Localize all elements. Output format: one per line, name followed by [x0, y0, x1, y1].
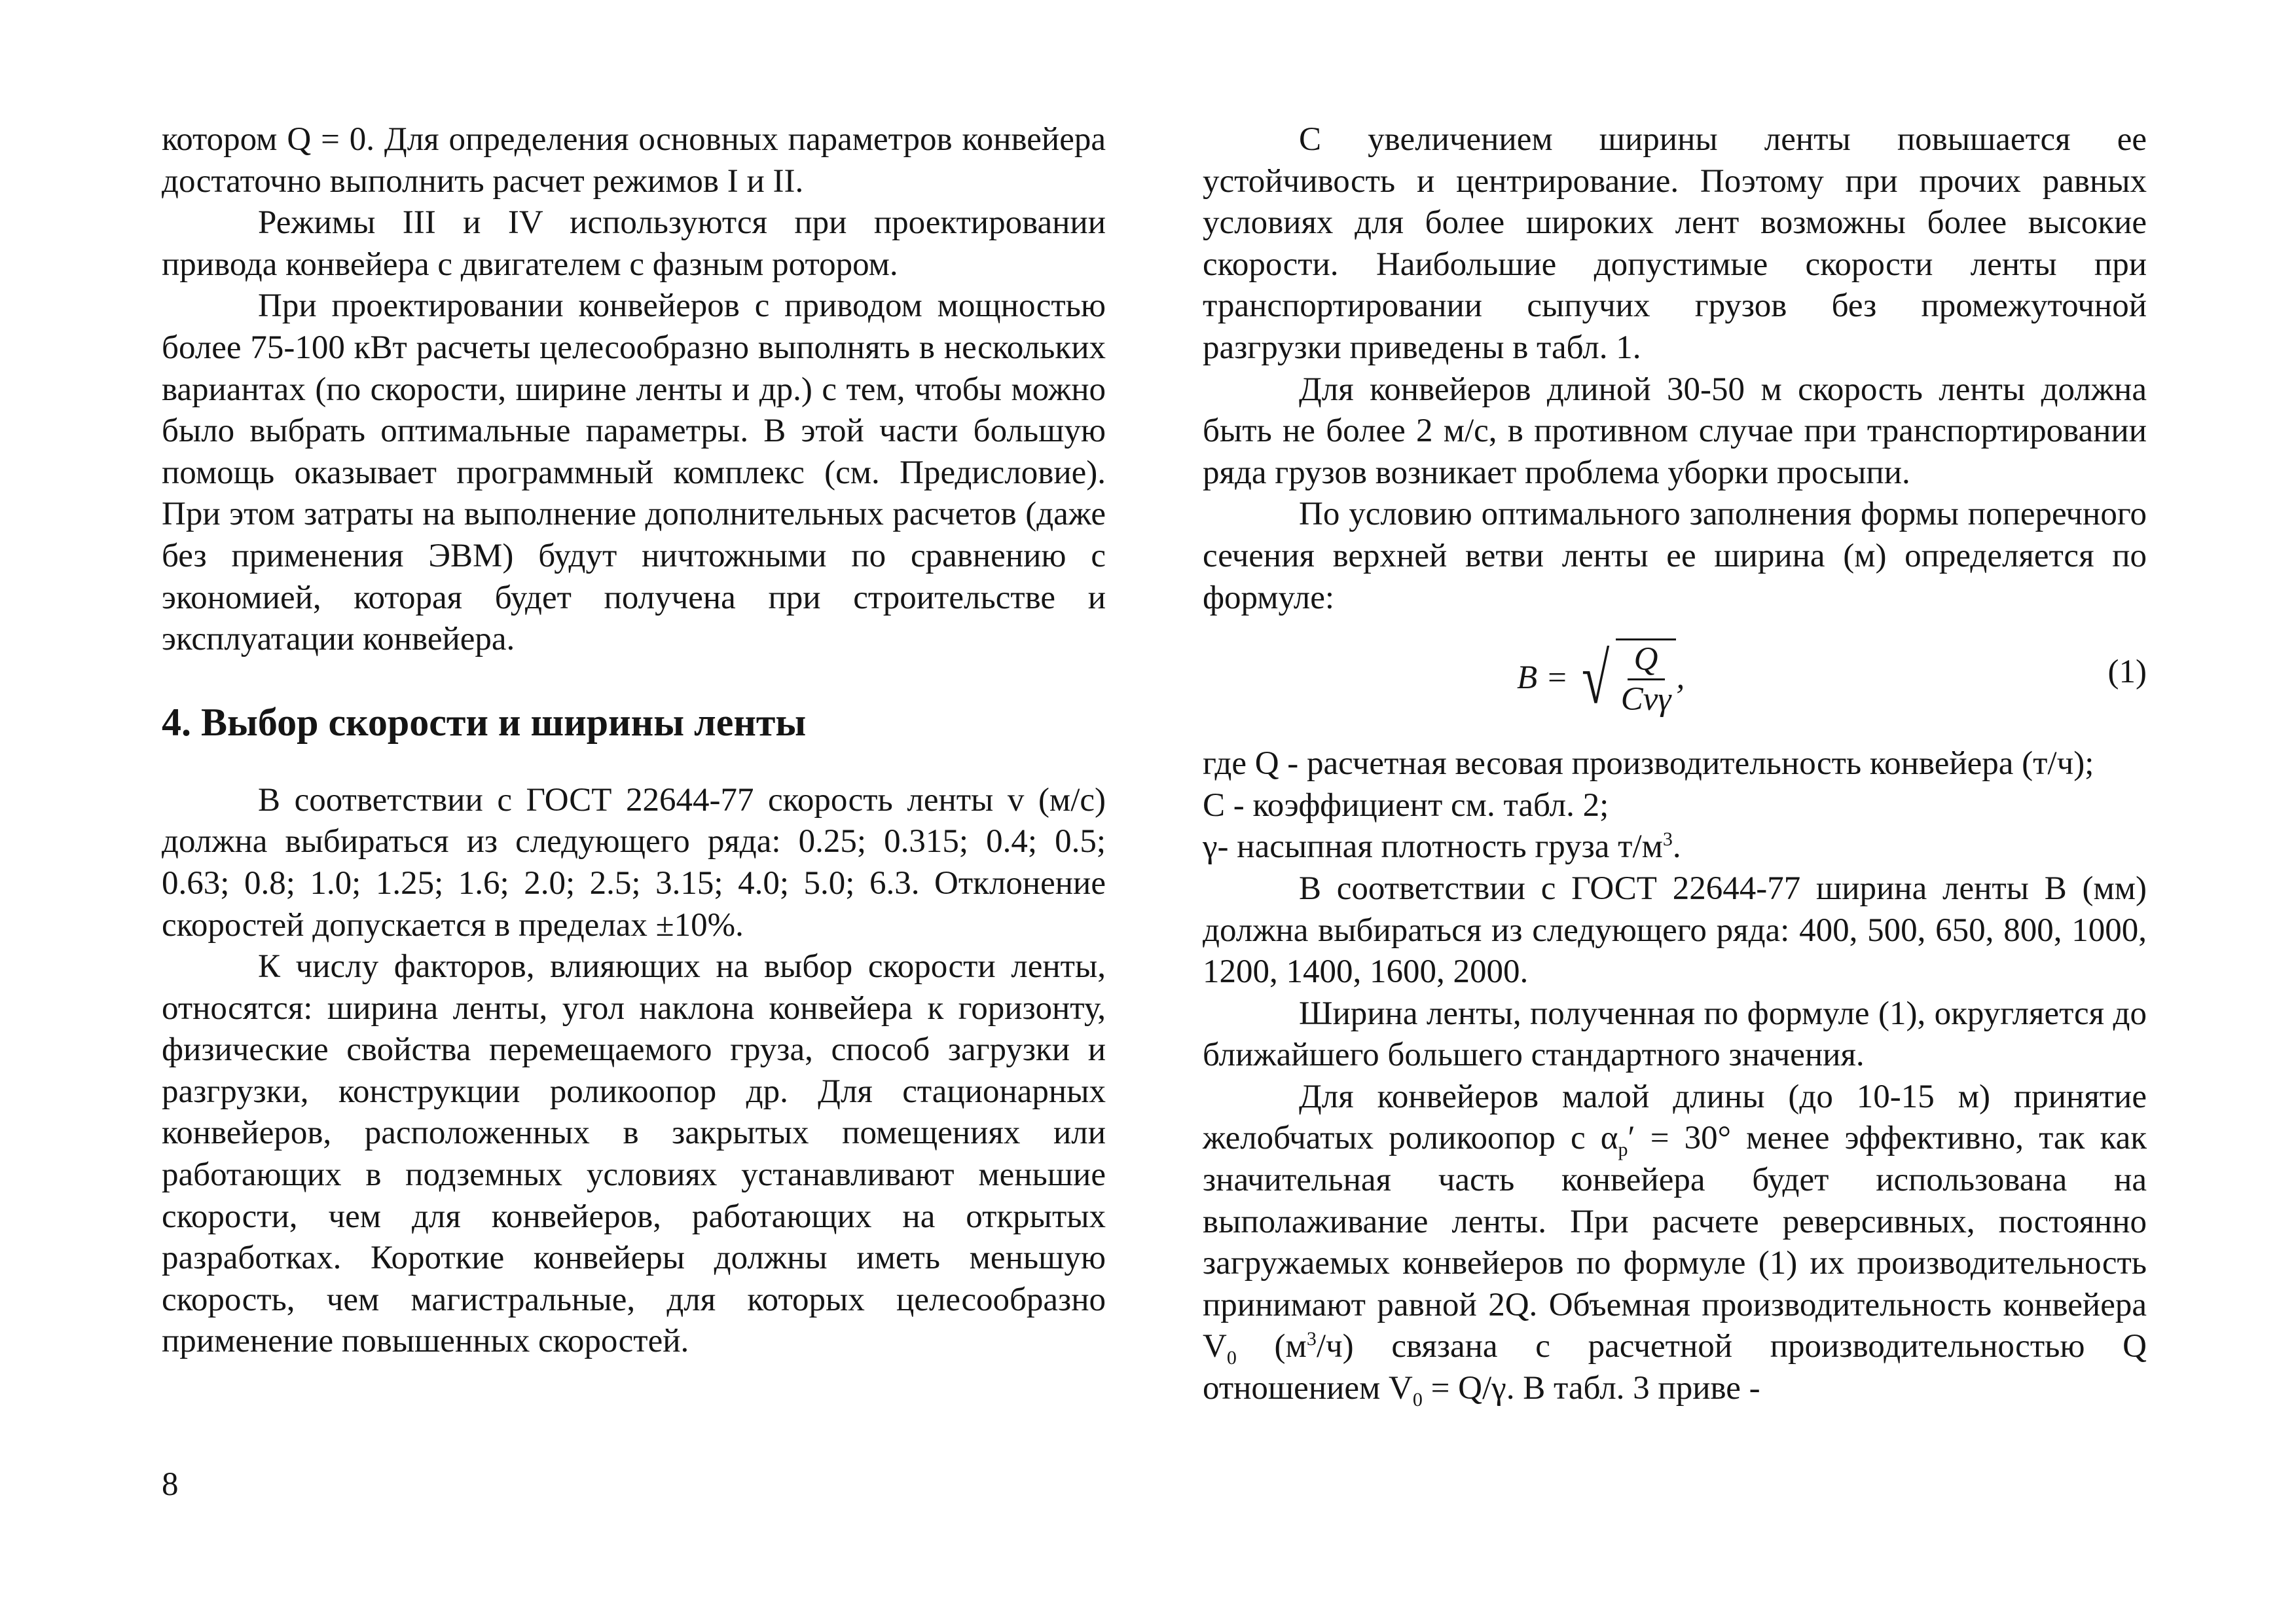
formula-number: (1) — [2107, 654, 2147, 691]
p6-sup-c: 3 — [1306, 1328, 1317, 1350]
formula-numerator: Q — [1628, 640, 1665, 680]
square-root — [1576, 638, 1676, 718]
left-paragraph-2: Режимы III и IV используются при проектировании привода конвейера с двигателем с фазным ротором. — [162, 204, 1106, 283]
p6-sub-d: 0 — [1412, 1389, 1423, 1411]
right-paragraph-4: В соответствии с ГОСТ 22644-77 ширина ленты В (мм) должна выбираться из следующего ряда: 400, 500, 650, 800, 1000, 1200, 1400, 1600, 2000. — [1203, 870, 2147, 991]
right-paragraph-3: По условию оптимального заполнения формы поперечного сечения верхней ветви ленты ее ширина (м) определяется по формуле: — [1203, 496, 2147, 616]
right-paragraph-2: Для конвейеров длиной 30-50 м скорость ленты должна быть не более 2 м/с, в противном случае при транспортировании ряда грузов возникает проблема уборки просыпи. — [1203, 371, 2147, 491]
right-paragraph-6 — [1203, 1077, 2147, 1410]
width-formula — [1517, 638, 1685, 718]
where-line-2: C - коэффициент см. табл. 2; — [1203, 786, 1609, 824]
where-line-3 — [1203, 826, 2147, 868]
radical-icon: √ — [1582, 638, 1610, 719]
formula-lhs: B = — [1517, 659, 1569, 697]
where-line-3-end: . — [1672, 828, 1681, 866]
p6-part-e: = Q/γ. В табл. 3 приве - — [1422, 1370, 1760, 1407]
p6-part-c: (м — [1236, 1328, 1307, 1365]
right-column — [1203, 119, 2147, 1410]
right-paragraph-1: С увеличением ширины ленты повышается ее устойчивость и центрирование. Поэтому при прочих равных условиях для более широких лент возможны более высокие скорости. Наибольшие допустимые скорости ленты при транспортировании сыпучих грузов без промежуточной разгрузки приведены в табл. 1. — [1203, 121, 2147, 366]
formula-block — [1203, 619, 2147, 743]
left-paragraph-3: При проектировании конвейеров с приводом мощностью более 75-100 кВт расчеты целесообразно выполнять в нескольких вариантах (по скорости, ширине ленты и др.) с тем, чтобы можно было выбрать оптимальные параметры. В этой части большую помощь оказывает программный комплекс (см. Предисловие). При этом затраты на выполнение дополнительных расчетов (даже без применения ЭВМ) будут ничтожными по сравнению с экономией, которая будет получена при строительстве и эксплуатации конвейера. — [162, 287, 1106, 658]
left-paragraph-1: котором Q = 0. Для определения основных параметров конвейера достаточно выполнить расчет режимов I и II. — [162, 121, 1106, 200]
left-paragraph-4: В соответствии с ГОСТ 22644-77 скорость ленты v (м/с) должна выбираться из следующего ряда: 0.25; 0.315; 0.4; 0.5; 0.63; 0.8; 1.0; 1.25; 1.6; 2.0; 2.5; 3.15; 4.0; 5.0; 6.3. Отклонение скоростей допускается в пределах ±10%. — [162, 781, 1106, 944]
where-line-3-sup: 3 — [1662, 828, 1673, 851]
p6-part-b: ′ = 30° менее эффективно, так как значительная часть конвейера будет использована на выполаживание ленты. При расчете реверсивных, постоянно загружаемых конвейеров по формуле (1) их производительность принимают равной 2Q. Объемная производительность конвейера V — [1203, 1120, 2147, 1365]
p6-part-a: Для конвейеров малой длины (до 10-15 м) принятие желобчатых роликоопор с α — [1203, 1078, 2147, 1157]
fraction — [1616, 638, 1677, 718]
left-column — [162, 119, 1106, 1363]
p6-part-d: /ч) связана с расчетной производительностью Q отношением V — [1203, 1328, 2147, 1407]
p6-sub-b: 0 — [1226, 1347, 1237, 1369]
left-paragraph-5: К числу факторов, влияющих на выбор скорости ленты, относятся: ширина ленты, угол наклона конвейера к горизонту, физические свойства перемещаемого груза, способ загрузки и разгрузки, конструкции роликоопор др. Для стационарных конвейеров, расположенных в закрытых помещениях или работающих в подземных условиях устанавливают меньшие скорости, чем для конвейеров, работающих на открытых разработках. Короткие конвейеры должны иметь меньшую скорость, чем магистральные, для которых целесообразно применение повышенных скоростей. — [162, 948, 1106, 1360]
p6-sub-a: р — [1618, 1139, 1628, 1161]
formula-trail: , — [1676, 659, 1685, 697]
page-number: 8 — [162, 1466, 179, 1503]
right-paragraph-5: Ширина ленты, полученная по формуле (1), округляется до ближайшего большего стандартного значения. — [1203, 995, 2147, 1074]
where-line-1: где Q - расчетная весовая производительность конвейера (т/ч); — [1203, 745, 2094, 783]
where-line-3-text: γ- насыпная плотность груза т/м — [1203, 828, 1663, 866]
formula-denominator: Cvγ — [1620, 681, 1671, 718]
section-heading: 4. Выбор скорости и ширины ленты — [162, 700, 807, 744]
